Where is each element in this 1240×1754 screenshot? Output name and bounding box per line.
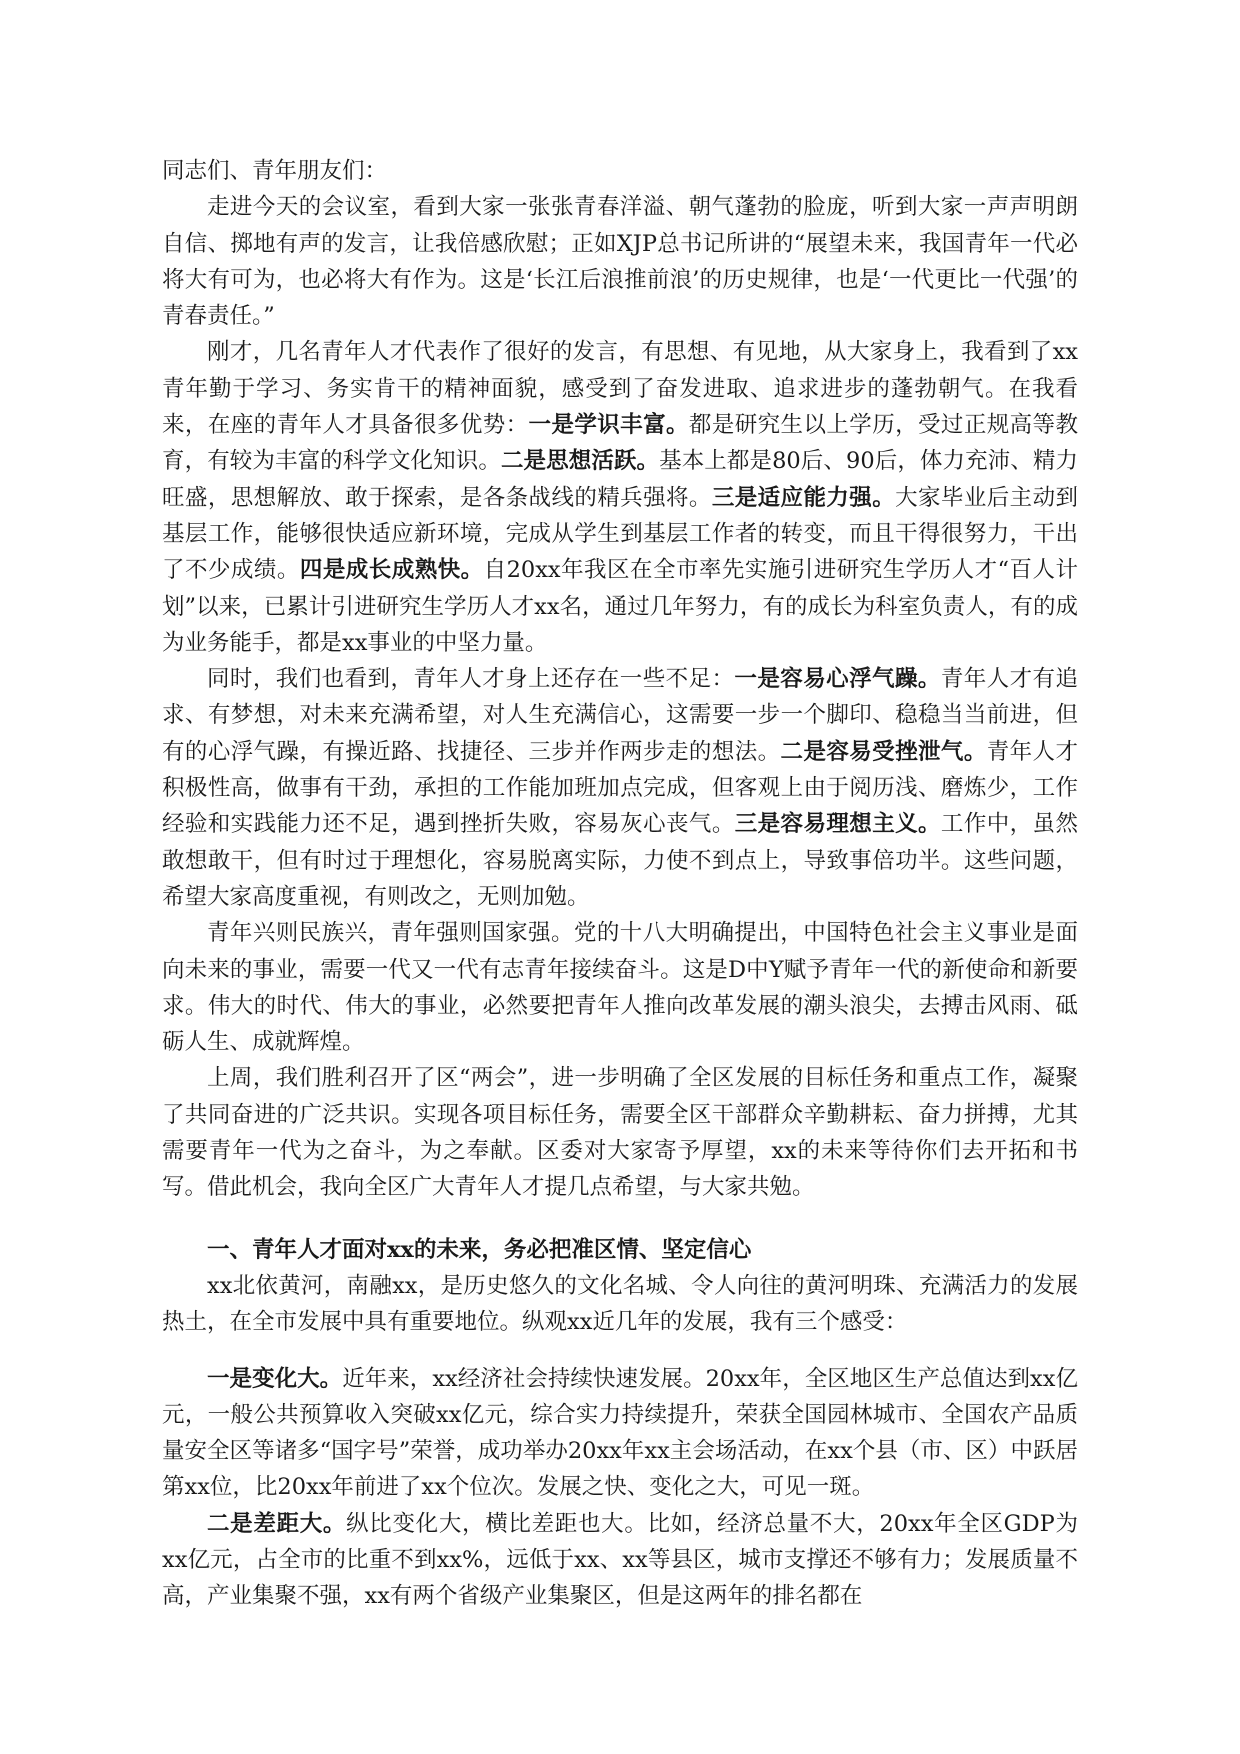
paragraph-big-change (162, 1361, 1078, 1506)
paragraph-text: 都是研究生以上学历，受过正规高等教育，有较为丰富的科学文化知识。 (162, 412, 1078, 475)
paragraph-text: 青年人才积极性高，做事有干劲，承担的工作能加班加点完成，但客观上由于阅历浅、磨炼少，工作经验和实践能力还不足，遇到挫折失败，容易灰心丧气。 (162, 738, 1078, 838)
paragraph-text: 青年人才有追求、有梦想，对未来充满希望，对人生充满信心，这需要一步一个脚印、稳稳当当前进，但有的心浮气躁，有操近路、找捷径、三步并作两步走的想法。 (162, 666, 1078, 765)
bold-point: 一是学识丰富。 (528, 412, 689, 439)
paragraph-text: 基本上都是80后、90后，体力充沛、精力旺盛，思想解放、敢于探索，是各条战线的精兵强将。 (162, 448, 1078, 511)
paragraph-big-gap (162, 1506, 1078, 1615)
bold-point: 三是容易理想主义。 (734, 811, 941, 838)
paragraph-text: 自20xx年我区在全市率先实施引进研究生学历人才“百人计划”以来，已累计引进研究生学历人才xx名，通过几年努力，有的成长为科室负责人，有的成为业务能手，都是xx事业的中坚力量。 (162, 557, 1078, 656)
paragraph-strengths (162, 334, 1078, 661)
paragraph-youth-mission: 青年兴则民族兴，青年强则国家强。党的十八大明确提出，中国特色社会主义事业是面向未来的事业，需要一代又一代有志青年接续奋斗。这是D中Y赋予青年一代的新使命和新要求。伟大的时代、伟大的事业，必然要把青年人推向改革发展的潮头浪尖，去搏击风雨、砥砺人生、成就辉煌。 (162, 920, 1078, 1056)
paragraph-text: 同时，我们也看到，青年人才身上还存在一些不足： (207, 666, 735, 693)
bold-point: 二是思想活跃。 (500, 448, 660, 475)
bold-point: 一是容易心浮气躁。 (734, 666, 941, 693)
paragraph-text: 刚才，几名青年人才代表作了很好的发言，有思想、有见地，从大家身上，我看到了xx青年勤于学习、务实肯干的精神面貌，感受到了奋发进取、追求进步的蓬勃朝气。在我看来，在座的青年人才具备很多优势： (162, 339, 1078, 439)
paragraph-text: 大家毕业后主动到基层工作，能够很快适应新环境，完成从学生到基层工作者的转变，而且干得很努力，干出了不少成绩。 (162, 484, 1078, 584)
bold-point: 二是容易受挫泄气。 (780, 738, 987, 765)
paragraph-district-intro: xx北依黄河，南融xx，是历史悠久的文化名城、令人向往的黄河明珠、充满活力的发展热土，在全市发展中具有重要地位。纵观xx近几年的发展，我有三个感受： (162, 1272, 1078, 1336)
paragraph-shortcomings (162, 661, 1078, 915)
bold-point: 一是变化大。 (207, 1365, 343, 1392)
salutation: 同志们、青年朋友们： (162, 158, 388, 184)
paragraph-text: 工作中，虽然敢想敢干，但有时过于理想化，容易脱离实际，力使不到点上，导致事倍功半。这些问题，希望大家高度重视，有则改之，无则加勉。 (162, 811, 1078, 910)
bold-point: 四是成长成熟快。 (299, 557, 484, 584)
bold-point: 三是适应能力强。 (711, 484, 896, 511)
bold-point: 二是差距大。 (207, 1510, 347, 1537)
paragraph-text: 近年来，xx经济社会持续快速发展。20xx年，全区地区生产总值达到xx亿元，一般公共预算收入突破xx亿元，综合实力持续提升，荣获全国园林城市、全国农产品质量安全区等诸多“国字号”荣誉，成功举办20xx年xx主会场活动，在xx个县（市、区）中跃居第xx位，比20xx年前进了xx个位次。发展之快、变化之大，可见一斑。 (162, 1365, 1078, 1501)
paragraph-text: 纵比变化大，横比差距也大。比如，经济总量不大，20xx年全区GDP为xx亿元，占全市的比重不到xx%，远低于xx、xx等县区，城市支撑还不够有力；发展质量不高，产业集聚不强，xx有两个省级产业集聚区，但是这两年的排名都在 (162, 1510, 1078, 1610)
paragraph-gap (162, 1341, 1078, 1361)
section-heading-1: 一、青年人才面对xx的未来，务必把准区情、坚定信心 (207, 1236, 752, 1263)
paragraph-two-sessions: 上周，我们胜利召开了区“两会”，进一步明确了全区发展的目标任务和重点工作，凝聚了共同奋进的广泛共识。实现各项目标任务，需要全区干部群众辛勤耕耘、奋力拼搏，尤其需要青年一代为之奋斗，为之奉献。区委对大家寄予厚望，xx的未来等待你们去开拓和书写。借此机会，我向全区广大青年人才提几点希望，与大家共勉。 (162, 1065, 1078, 1201)
paragraph-opening: 走进今天的会议室，看到大家一张张青春洋溢、朝气蓬勃的脸庞，听到大家一声声明朗自信、掷地有声的发言，让我倍感欣慰；正如XJP总书记所讲的“展望未来，我国青年一代必将大有可为，也必将大有作为。这是‘长江后浪推前浪’的历史规律，也是‘一代更比一代强’的青春责任。” (162, 194, 1078, 330)
